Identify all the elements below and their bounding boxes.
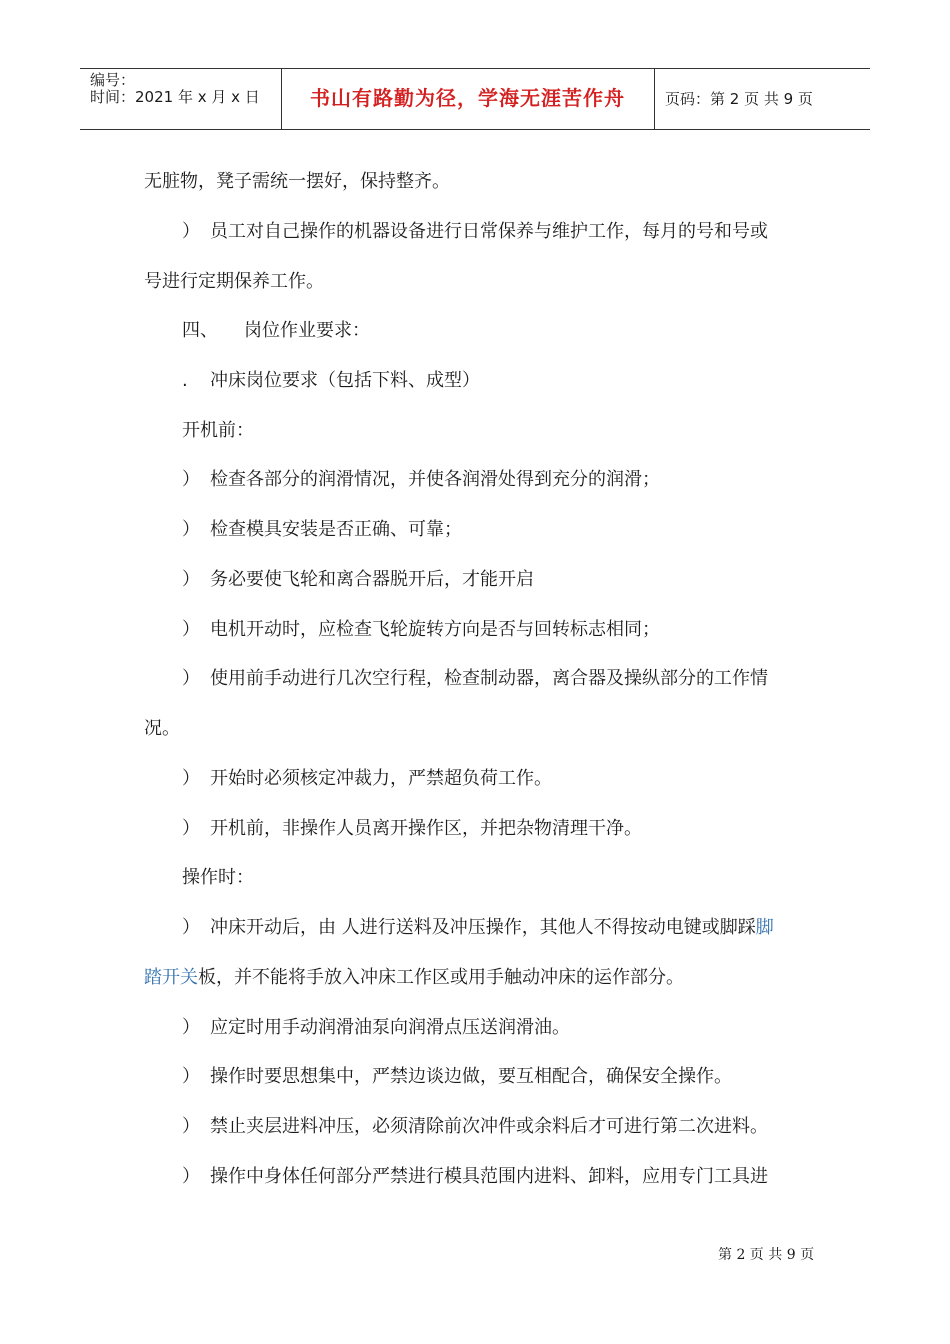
list-item: ） 应定时用手动润滑油泵向润滑点压送润滑油。: [182, 1017, 570, 1038]
list-item: ） 操作中身体任何部分严禁进行模具范围内进料、卸料，应用专门工具进: [182, 1166, 768, 1187]
document-time-label: 时间：2021 年 x 月 x 日: [90, 88, 260, 106]
list-item: ） 员工对自己操作的机器设备进行日常保养与维护工作，每月的号和号或: [182, 221, 768, 242]
list-marker: ）: [182, 917, 200, 938]
document-number-label: 编号：: [90, 71, 136, 89]
header-motto-cell: [281, 69, 655, 129]
paragraph-line: 况。: [144, 718, 180, 739]
list-item: ） 操作时要思想集中，严禁边谈边做，要互相配合，确保安全操作。: [182, 1066, 732, 1087]
paragraph-line: 踏开关板，并不能将手放入冲床工作区或用手触动冲床的运作部分。: [144, 967, 684, 988]
list-marker: ）: [182, 668, 200, 689]
paragraph-line: 无脏物，凳子需统一摆好，保持整齐。: [144, 171, 450, 192]
list-marker: ）: [182, 768, 200, 789]
subheading-before-start: 开机前：: [182, 420, 254, 441]
list-marker: ）: [182, 619, 200, 640]
list-item: ） 开始时必须核定冲裁力，严禁超负荷工作。: [182, 768, 552, 789]
list-item: ） 使用前手动进行几次空行程，检查制动器，离合器及操纵部分的工作情: [182, 668, 768, 689]
list-marker: ）: [182, 1066, 200, 1087]
list-marker: ）: [182, 469, 200, 490]
header-page-number: 页码：第 2 页 共 9 页: [665, 90, 813, 108]
list-item: ） 检查各部分的润滑情况，并使各润滑处得到充分的润滑；: [182, 469, 660, 490]
list-marker: .: [182, 370, 188, 391]
list-item: ） 开机前，非操作人员离开操作区，并把杂物清理干净。: [182, 818, 642, 839]
subheading-during-operation: 操作时：: [182, 867, 254, 888]
list-marker: ）: [182, 519, 200, 540]
list-marker: ）: [182, 818, 200, 839]
header-info-cell: [80, 69, 282, 129]
foot-switch-link[interactable]: 踏开关: [144, 967, 198, 988]
section-heading: 四、 岗位作业要求：: [182, 320, 370, 341]
list-marker: ）: [182, 221, 200, 242]
document-header: [80, 68, 870, 130]
list-marker: ）: [182, 1017, 200, 1038]
subsection-heading: . 冲床岗位要求（包括下料、成型）: [182, 370, 480, 391]
section-number: 四、: [182, 320, 218, 341]
list-item: ） 禁止夹层进料冲压，必须清除前次冲件或余料后才可进行第二次进料。: [182, 1116, 768, 1137]
list-marker: ）: [182, 569, 200, 590]
header-page-cell: [655, 69, 870, 129]
list-item: ） 冲床开动后，由 人进行送料及冲压操作，其他人不得按动电键或脚踩脚: [182, 917, 774, 938]
list-marker: ）: [182, 1116, 200, 1137]
list-marker: ）: [182, 1166, 200, 1187]
list-item: ） 务必要使飞轮和离合器脱开后，才能开启: [182, 569, 534, 590]
header-motto: 书山有路勤为径，学海无涯苦作舟: [310, 86, 625, 110]
list-item: ） 检查模具安装是否正确、可靠；: [182, 519, 462, 540]
foot-switch-link-start[interactable]: 脚: [755, 917, 774, 938]
paragraph-line: 号进行定期保养工作。: [144, 271, 324, 292]
list-item: ） 电机开动时，应检查飞轮旋转方向是否与回转标志相同；: [182, 619, 660, 640]
page-footer: 第 2 页 共 9 页: [718, 1247, 815, 1263]
